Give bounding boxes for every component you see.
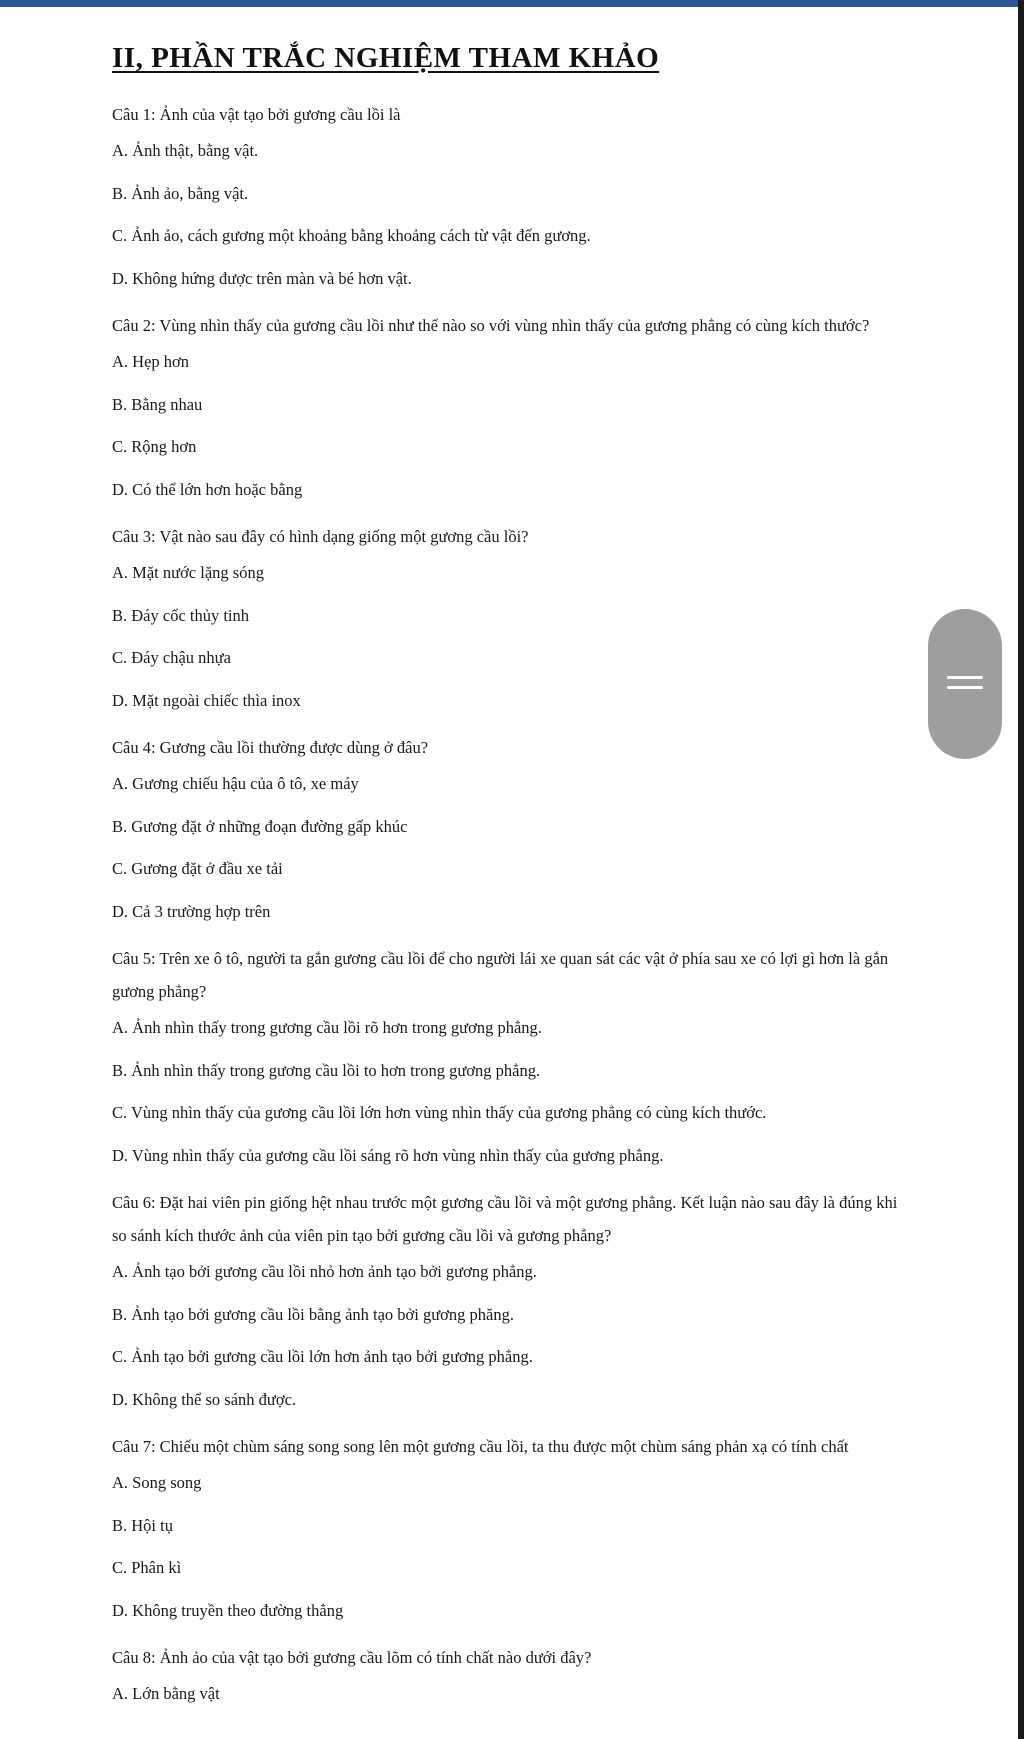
answer-option: A. Ảnh tạo bởi gương cầu lồi nhỏ hơn ảnh tạo bởi gương phẳng.: [112, 1262, 537, 1281]
drag-handle-icon: [947, 676, 983, 679]
answer-option: A. Gương chiếu hậu của ô tô, xe máy: [112, 774, 359, 793]
drag-handle-icon: [947, 686, 983, 689]
answer-option: A. Ảnh nhìn thấy trong gương cầu lồi rõ hơn trong gương phẳng.: [112, 1018, 542, 1037]
window-edge: [1018, 0, 1024, 1739]
answer-option: D. Vùng nhìn thấy của gương cầu lồi sáng rõ hơn vùng nhìn thấy của gương phẳng.: [112, 1145, 664, 1165]
question-text: Câu 1: Ảnh của vật tạo bởi gương cầu lồi là: [112, 105, 401, 124]
answer-option: C. Vùng nhìn thấy của gương cầu lồi lớn hơn vùng nhìn thấy của gương phẳng có cùng kích thước.: [112, 1103, 767, 1122]
question-block-4: [112, 731, 912, 923]
question-block-7: [112, 1430, 912, 1622]
answer-option: C. Rộng hơn: [112, 437, 197, 456]
answer-option: A. Ảnh thật, bằng vật.: [112, 141, 259, 160]
answer-option: B. Ảnh nhìn thấy trong gương cầu lồi to hơn trong gương phẳng.: [112, 1060, 541, 1080]
answer-option: B. Hội tụ: [112, 1515, 173, 1535]
answer-option: A. Lớn bằng vật: [112, 1684, 220, 1703]
answer-option: A. Song song: [112, 1473, 202, 1492]
answer-option: D. Không truyền theo đường thẳng: [112, 1600, 344, 1620]
question-block-5: [112, 942, 912, 1167]
answer-option: D. Cả 3 trường hợp trên: [112, 901, 271, 921]
question-text: Câu 7: Chiếu một chùm sáng song song lên một gương cầu lồi, ta thu được một chùm sáng phản xạ có tính chất: [112, 1437, 849, 1456]
question-block-1: [112, 98, 912, 290]
question-text: Câu 3: Vật nào sau đây có hình dạng giống một gương cầu lồi?: [112, 527, 529, 546]
scroll-drag-handle[interactable]: [928, 609, 1002, 759]
answer-option: C. Gương đặt ở đầu xe tải: [112, 859, 283, 878]
answer-option: D. Mặt ngoài chiếc thìa inox: [112, 690, 301, 710]
question-block-8: [112, 1641, 912, 1705]
answer-option: B. Gương đặt ở những đoạn đường gấp khúc: [112, 816, 408, 836]
answer-option: A. Mặt nước lặng sóng: [112, 563, 264, 582]
answer-option: D. Không hứng được trên màn và bé hơn vật.: [112, 268, 412, 288]
answer-option: C. Ảnh ảo, cách gương một khoảng bằng khoảng cách từ vật đến gương.: [112, 226, 591, 245]
answer-option: D. Có thể lớn hơn hoặc bằng: [112, 479, 303, 499]
question-text: Câu 5: Trên xe ô tô, người ta gắn gương cầu lồi để cho người lái xe quan sát các vật ở phía sau xe có lợi gì hơn là gắn gương phẳng?: [112, 949, 889, 1001]
answer-option: B. Đáy cốc thủy tinh: [112, 605, 250, 625]
question-block-6: [112, 1186, 912, 1411]
answer-option: B. Ảnh ảo, bằng vật.: [112, 183, 249, 203]
answer-option: C. Phân kì: [112, 1558, 182, 1577]
question-text: Câu 2: Vùng nhìn thấy của gương cầu lồi như thế nào so với vùng nhìn thấy của gương phẳng có cùng kích thước?: [112, 316, 870, 335]
question-text: Câu 4: Gương cầu lồi thường được dùng ở đâu?: [112, 738, 429, 757]
answer-option: A. Hẹp hơn: [112, 352, 190, 371]
answer-option: C. Ảnh tạo bởi gương cầu lồi lớn hơn ảnh tạo bởi gương phẳng.: [112, 1347, 533, 1366]
question-block-2: [112, 309, 912, 501]
question-block-3: [112, 520, 912, 712]
answer-option: B. Ảnh tạo bởi gương cầu lồi bằng ảnh tạo bởi gương phăng.: [112, 1304, 514, 1324]
question-text: Câu 6: Đặt hai viên pin giống hệt nhau trước một gương cầu lồi và một gương phẳng. Kết luận nào sau đây là đúng khi so sánh kích thước ảnh của viên pin tạo bởi gương cầu lồi và gương phẳng?: [112, 1193, 898, 1245]
page-title: II, PHẦN TRẮC NGHIỆM THAM KHẢO: [112, 42, 660, 74]
answer-option: B. Bằng nhau: [112, 394, 203, 414]
document-content: [112, 40, 912, 1725]
top-accent-bar: [0, 0, 1024, 7]
answer-option: C. Đáy chậu nhựa: [112, 648, 231, 667]
question-text: Câu 8: Ảnh ảo của vật tạo bởi gương cầu lõm có tính chất nào dưới đây?: [112, 1648, 592, 1667]
answer-option: D. Không thể so sánh được.: [112, 1389, 297, 1409]
